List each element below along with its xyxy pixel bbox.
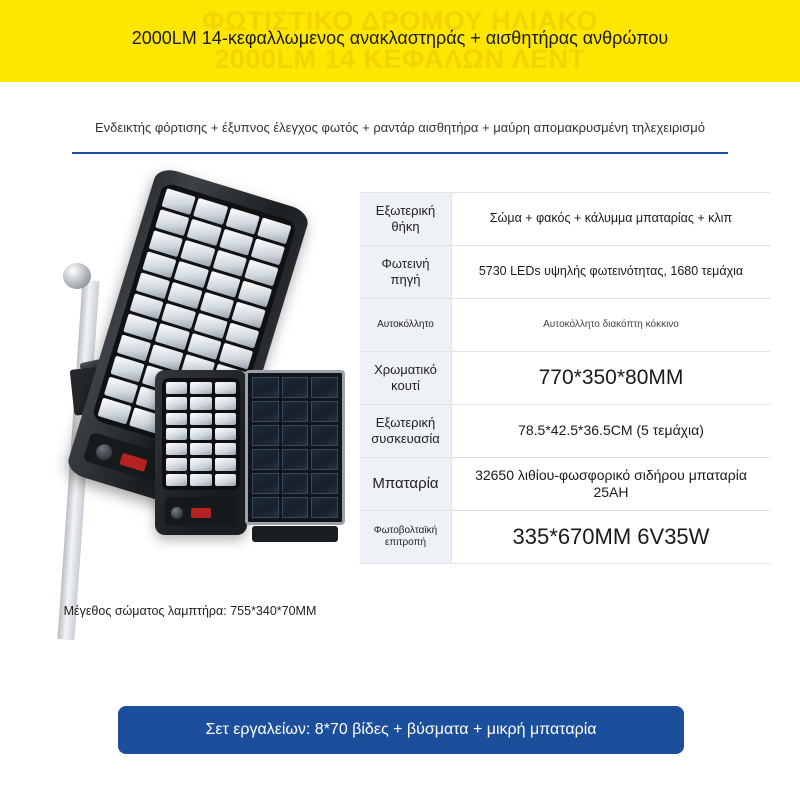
spec-value: 32650 λιθίου-φωσφορικό σιδήρου μπαταρία 25ΑΗ <box>475 466 747 500</box>
accessories-banner <box>118 706 684 754</box>
spec-value: Σώμα + φακός + κάλυμμα μπαταρίας + κλιπ <box>489 211 733 226</box>
spec-key: Χρωματικό κουτί <box>360 352 452 404</box>
banner-ghost-line-2: 2000LM 14 ΚΕΦΑΛΩΝ ΛΕΝΤ <box>214 44 586 74</box>
spec-key: Φωτοβολταϊκή επιτροπή <box>360 511 452 563</box>
spec-value: 78.5*42.5*36.5CM (5 τεμάχια) <box>518 422 704 439</box>
pole-cap <box>63 263 91 289</box>
secondary-red-sticker <box>191 508 211 518</box>
secondary-lamp-led-array <box>162 378 240 490</box>
product-size-caption: Μέγεθος σώματος λαμπτήρα: 755*340*70ΜΜ <box>63 604 317 618</box>
spec-key: Μπαταρία <box>360 458 452 510</box>
top-banner <box>0 0 800 82</box>
table-row <box>360 511 770 564</box>
banner-title: 2000LM 14-κεφαλλωμενος ανακλαστηράς + αισθητήρας ανθρώπου <box>131 28 669 48</box>
spec-value: 335*670ΜΜ 6V35W <box>512 524 710 550</box>
spec-key: Εξωτερική θήκη <box>360 193 452 245</box>
solar-panel <box>245 370 345 525</box>
spec-value: Αυτοκόλλητο διακόπτη κόκκινο <box>543 318 679 330</box>
feature-subtitle: Ενδεικτής φόρτισης + έξυπνος έλεγχος φωτός + ραντάρ αισθητήρα + μαύρη απομακρυσμένη τηλεχειρισμό <box>95 120 705 135</box>
table-row <box>360 246 770 299</box>
table-row <box>360 299 770 352</box>
table-row <box>360 352 770 405</box>
divider-rule <box>72 152 728 154</box>
solar-panel-base <box>252 526 338 542</box>
spec-key: Αυτοκόλλητο <box>360 299 452 351</box>
spec-key: Εξωτερική συσκευασία <box>360 405 452 457</box>
table-row <box>360 458 770 511</box>
spec-value: 5730 LEDs υψηλής φωτεινότητας, 1680 τεμάχια <box>478 264 744 279</box>
spec-value: 770*350*80ΜΜ <box>538 365 684 389</box>
product-illustration <box>30 170 350 640</box>
accessories-label: Σετ εργαλείων: 8*70 βίδες + βύσματα + μικρή μπαταρία <box>205 721 597 738</box>
table-row <box>360 405 770 458</box>
secondary-sensor-icon <box>171 507 183 519</box>
specification-table <box>360 192 770 564</box>
banner-ghost-line-1: ΦΩΤΙΣΤΙΚΟ ΔΡΟΜΟΥ ΗΛΙΑΚΟ <box>202 6 598 36</box>
table-row <box>360 192 770 246</box>
spec-key: Φωτεινή πηγή <box>360 246 452 298</box>
secondary-lamp <box>155 370 247 535</box>
